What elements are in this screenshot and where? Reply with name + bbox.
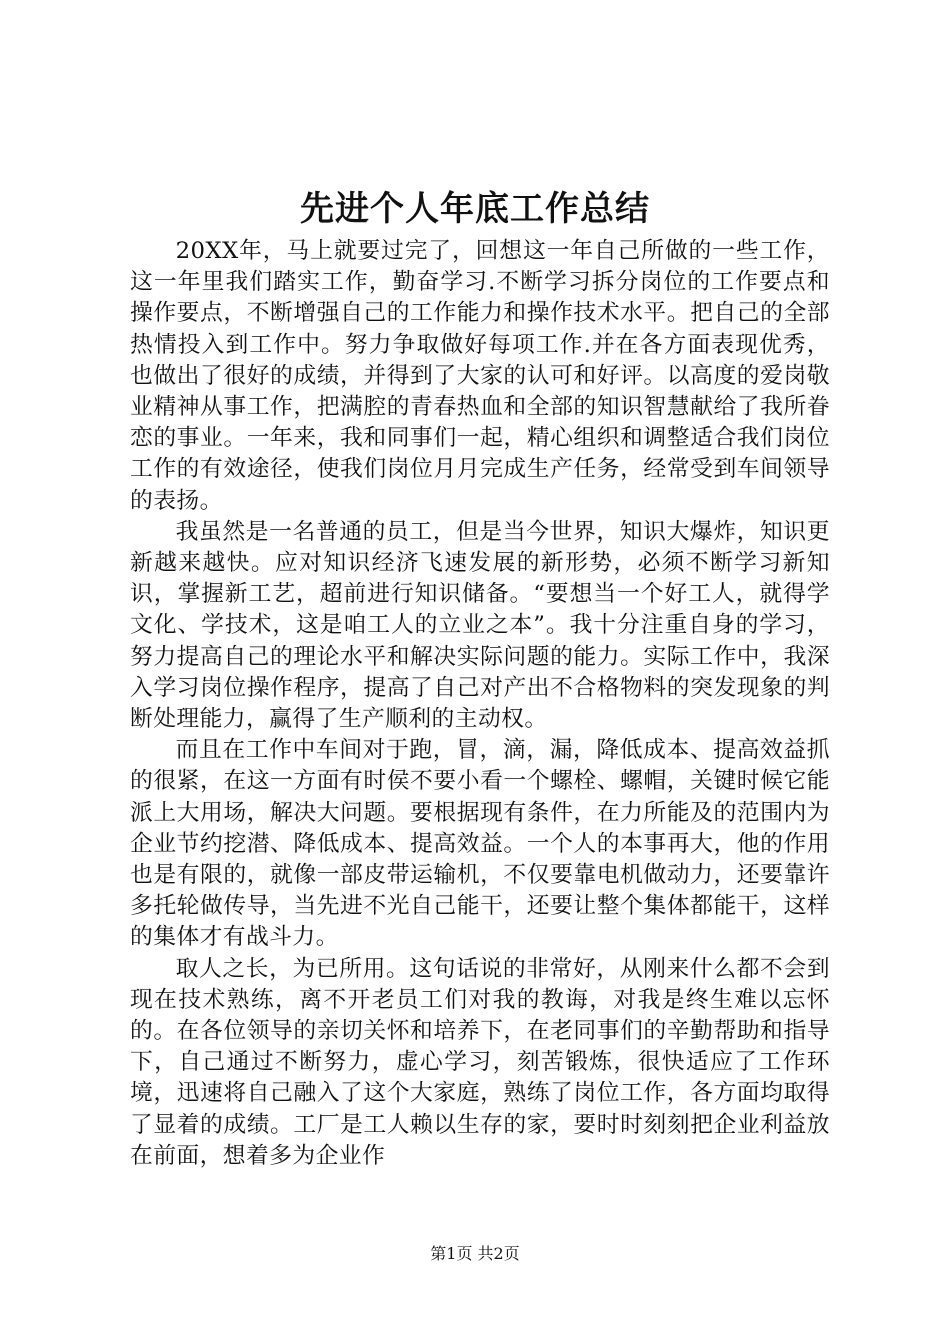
body-paragraph-2: 我虽然是一名普通的员工，但是当今世界，知识大爆炸，知识更新越来越快。应对知识经济飞速发展的新形势，必须不断学习新知识，掌握新工艺，超前进行知识储备。“要想当一个好工人，就得学文化、学技术，这是咱工人的立业之本”。我十分注重自身的学习，努力提高自己的理论水平和解决实际问题的能力。实际工作中，我深入学习岗位操作程序，提高了自己对产出不合格物料的突发现象的判断处理能力，赢得了生产顺利的主动权。 [130,518,830,733]
document-title: 先进个人年底工作总结 [300,189,650,229]
body-paragraph-1: 20XX年，马上就要过完了，回想这一年自己所做的一些工作，这一年里我们踏实工作，勤奋学习.不断学习拆分岗位的工作要点和操作要点，不断增强自己的工作能力和操作技术水平。把自己的全部热情投入到工作中。努力争取做好每项工作.并在各方面表现优秀，也做出了很好的成绩，并得到了大家的认可和好评。以高度的爱岗敬业精神从事工作，把满腔的青春热血和全部的知识智慧献给了我所眷恋的事业。一年来，我和同事们一起，精心组织和调整适合我们岗位工作的有效途径，使我们岗位月月完成生产任务，经常受到车间领导的表扬。 [130,238,830,514]
page-footer: 第1页 共2页 [430,1244,520,1263]
document-body [130,236,830,1172]
body-paragraph-3: 而且在工作中车间对于跑，冒，滴，漏，降低成本、提高效益抓的很紧，在这一方面有时侯不要小看一个螺栓、螺帽，关键时候它能派上大用场，解决大问题。要根据现有条件，在力所能及的范围内为企业节约挖潜、降低成本、提高效益。一个人的本事再大，他的作用也是有限的，就像一部皮带运输机，不仅要靠电机做动力，还要靠许多托轮做传导，当先进不光自己能干，还要让整个集体都能干，这样的集体才有战斗力。 [130,737,830,951]
body-paragraph-4: 取人之长，为已所用。这句话说的非常好，从刚来什么都不会到现在技术熟练，离不开老员工们对我的教诲，对我是终生难以忘怀的。在各位领导的亲切关怀和培养下，在老同事们的辛勤帮助和指导下，自己通过不断努力，虚心学习，刻苦锻炼，很快适应了工作环境，迅速将自己融入了这个大家庭，熟练了岗位工作，各方面均取得了显着的成绩。工厂是工人赖以生存的家，要时时刻刻把企业利益放在前面，想着多为企业作 [130,955,830,1169]
